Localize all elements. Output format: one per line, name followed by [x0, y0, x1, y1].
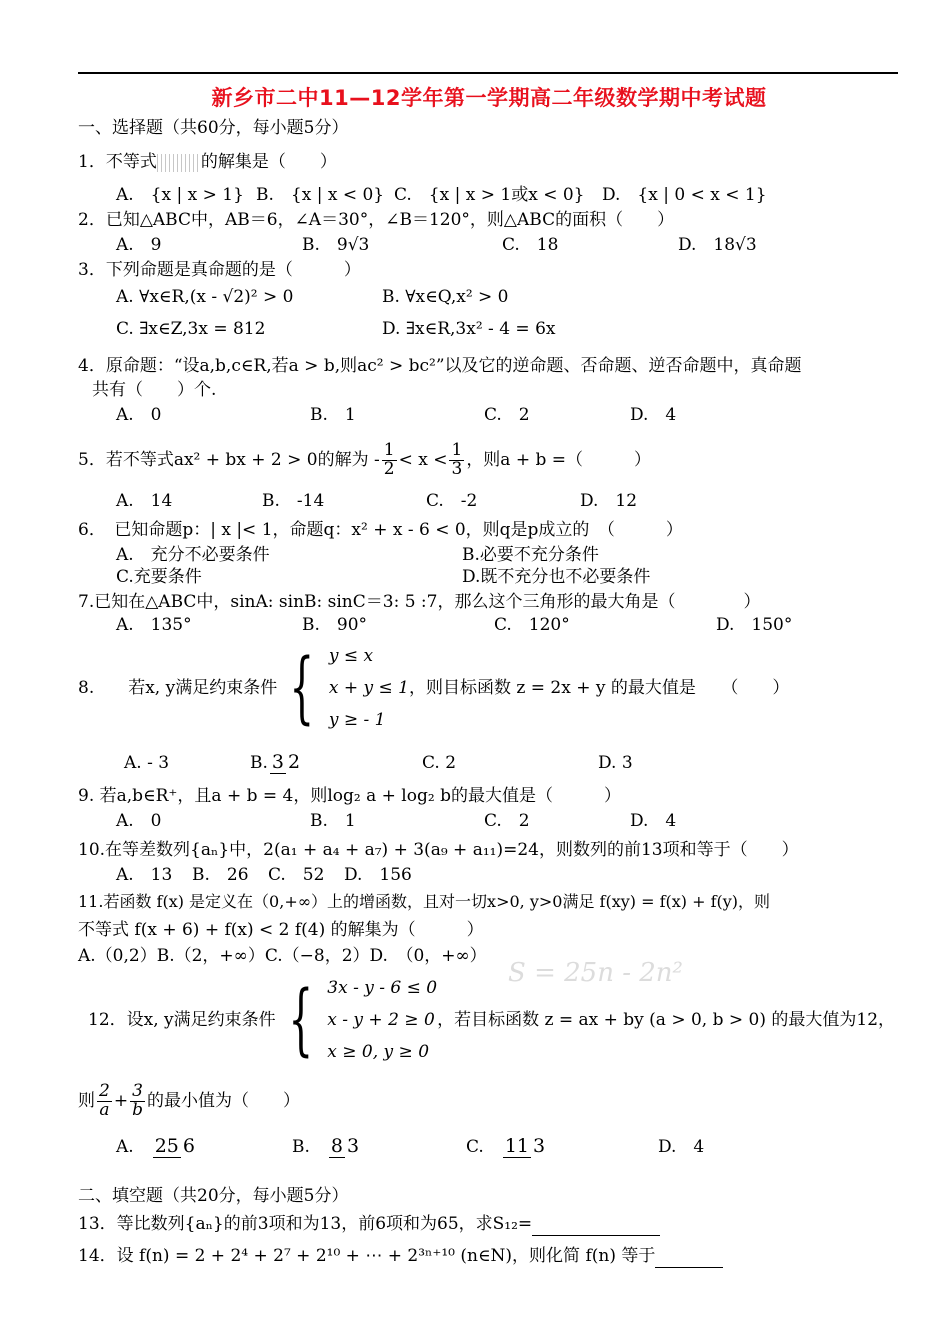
inequality-figure [157, 154, 201, 172]
question-4-options [78, 404, 900, 426]
option-d: D. 156 [344, 865, 412, 885]
answer-blank[interactable] [655, 1249, 723, 1268]
option-b: B. 1 [310, 405, 356, 425]
question-12: 12．设x, y满足约束条件 { 3x - y - 6 ≤ 0 x - y + 2 ≥ 0 x ≥ 0, y ≥ 0 ，若目标函数 z = ax + by (a > 0, b > 0) 的最大值为12， [78, 972, 900, 1068]
option-a: A. ∀x∈R,(x - √2)² > 0 [116, 287, 294, 307]
option-d: D.既不充分也不必要条件 [462, 567, 651, 587]
exam-title: 新乡市二中11—12学年第一学期高二年级数学期中考试题 [211, 86, 767, 110]
option-d: D. ∃x∈R,3x² - 4 = 6x [382, 319, 556, 339]
question-2: 2．已知△ABC中，AB＝6，∠A＝30°，∠B＝120°，则△ABC的面积（ ） [78, 210, 675, 230]
question-11-line-2: 不等式 f(x + 6) + f(x) < 2 f(4) 的解集为（ ） [78, 920, 484, 940]
option-d: D. 18√3 [678, 235, 757, 255]
option-b: B. -14 [262, 491, 325, 511]
option-a: A. 9 [116, 235, 162, 255]
option-b: B. 26 [192, 865, 249, 885]
question-1: 1．不等式 的解集是（ ） [78, 152, 337, 172]
question-7-options [78, 614, 900, 636]
option-c: C. 2 [484, 405, 530, 425]
option-a: A. 13 [116, 865, 173, 885]
question-12-line-2: 则 $\frac{2}{a}$ + $\frac{3}{b}$ 的最小值为（ ） [78, 1081, 300, 1120]
option-b: B. 1 [310, 811, 356, 831]
option-c: C. -2 [426, 491, 478, 511]
question-5-options [78, 490, 900, 512]
option-a: A. - 3 [124, 753, 170, 773]
option-d: D. 3 [598, 753, 633, 773]
question-3-options-cd [78, 318, 900, 340]
question-4-line-1: 4．原命题：“设a,b,c∈R,若a > b,则ac² > bc²”以及它的逆命题、否命题、逆否命题中，真命题 [78, 356, 802, 376]
top-rule [78, 72, 898, 74]
question-10: 10.在等差数列{aₙ}中，2(a₁ + a₄ + a₇) + 3(a₉ + a₁₁)=24，则数列的前13项和等于（ ） [78, 840, 799, 860]
constraint-system: { y ≤ x x + y ≤ 1 y ≥ - 1 [289, 643, 409, 733]
option-d: D. {x | 0 < x < 1} [602, 185, 767, 205]
option-c: C. 18 [502, 235, 559, 255]
question-6: 6． 已知命题p：| x |< 1，命题q：x² + x - 6 < 0，则q是p成立的 （ ） [78, 520, 683, 540]
left-brace: { [288, 975, 313, 1065]
option-c: C.充要条件 [116, 567, 202, 587]
option-a: A. {x | x > 1} [116, 185, 244, 205]
option-a: A. 充分不必要条件 [116, 545, 270, 565]
question-7: 7.已知在△ABC中，sinA: sinB: sinC＝3: 5 :7，那么这个三角形的最大角是（ ） [78, 592, 761, 612]
option-c: C. ∃x∈Z,3x = 812 [116, 319, 266, 339]
option-c: C. 2 [422, 753, 457, 773]
question-3-options-ab [78, 286, 900, 308]
question-13: 13．等比数列{aₙ}的前3项和为13，前6项和为65，求S₁₂= [78, 1212, 900, 1236]
option-d: D. 4 [630, 405, 677, 425]
option-a: A. 0 [116, 811, 162, 831]
option-d: D. 4 [630, 811, 677, 831]
question-1-options [78, 184, 900, 206]
option-d: D. 150° [716, 615, 793, 635]
question-9: 9. 若a,b∈R⁺，且a + b = 4，则log₂ a + log₂ b的最大值是（ ） [78, 786, 621, 806]
question-5: 5．若不等式ax² + bx + 2 > 0的解为 - $\frac{1}{2}$ < x < $\frac{1}{3}$ ，则a + b =（ ） [78, 440, 652, 479]
section-1-heading: 一、选择题（共60分，每小题5分） [78, 118, 349, 138]
option-c: C. 120° [494, 615, 570, 635]
constraint-system: { 3x - y - 6 ≤ 0 x - y + 2 ≥ 0 x ≥ 0, y ≥ 0 [288, 975, 438, 1065]
question-3: 3．下列命题是真命题的是（ ） [78, 260, 361, 280]
option-a: A. 25 6 [116, 1135, 195, 1158]
question-4-line-2: 共有（ ）个. [92, 380, 217, 400]
question-9-options [78, 810, 900, 832]
option-b: B.必要不充分条件 [462, 545, 599, 565]
section-2-heading: 二、填空题（共20分，每小题5分） [78, 1186, 349, 1206]
question-8-options [78, 752, 900, 774]
question-14: 14．设 f(n) = 2 + 2⁴ + 2⁷ + 2¹⁰ + ⋯ + 2³ⁿ⁺¹⁰ (n∈N)，则化简 f(n) 等于 [78, 1244, 900, 1268]
faint-watermark-formula: S = 25n - 2n² [508, 958, 683, 988]
option-a: A. 135° [116, 615, 192, 635]
fraction-3-over-b: $\frac{3}{b}$ [132, 1081, 143, 1120]
option-b: B. ∀x∈Q,x² > 0 [382, 287, 509, 307]
option-c: C. {x | x > 1或x < 0} [394, 185, 585, 205]
option-a: A. 14 [116, 491, 173, 511]
option-b: B. 3 2 [250, 751, 301, 774]
option-b: B. 8 3 [292, 1135, 360, 1158]
option-a: A. 0 [116, 405, 162, 425]
left-brace: { [289, 643, 315, 733]
option-b: B. {x | x < 0} [256, 185, 385, 205]
fraction-2-over-a: $\frac{2}{a}$ [99, 1081, 110, 1120]
fraction-one-half: $\frac{1}{2}$ [383, 440, 395, 479]
answer-blank[interactable] [532, 1217, 660, 1236]
fraction-one-third: $\frac{1}{3}$ [451, 440, 463, 479]
fraction-three-halves: 3 2 [271, 751, 301, 774]
question-6-options-cd [78, 566, 900, 588]
option-d: D. 12 [580, 491, 638, 511]
option-b: B. 9√3 [302, 235, 370, 255]
question-2-options [78, 234, 900, 256]
question-11-line-1: 11.若函数 f(x) 是定义在（0,+∞）上的增函数，且对一切x>0, y>0满足 f(xy) = f(x) + f(y)，则 [78, 892, 771, 911]
question-11-options: A.（0,2）B.（2，+∞）C.（−8，2）D. （0，+∞） [78, 946, 487, 966]
exam-page [78, 72, 900, 1268]
question-10-options [78, 864, 900, 886]
option-c: C. 2 [484, 811, 530, 831]
question-12-options [78, 1136, 900, 1158]
option-c: C. 11 3 [466, 1135, 546, 1158]
question-8: 8. 若x, y满足约束条件 { y ≤ x x + y ≤ 1 y ≥ - 1 ，则目标函数 z = 2x + y 的最大值是 （ ） [78, 640, 900, 736]
option-d: D. 4 [658, 1137, 705, 1157]
option-b: B. 90° [302, 615, 368, 635]
option-c: C. 52 [268, 865, 325, 885]
question-6-options-ab [78, 544, 900, 566]
